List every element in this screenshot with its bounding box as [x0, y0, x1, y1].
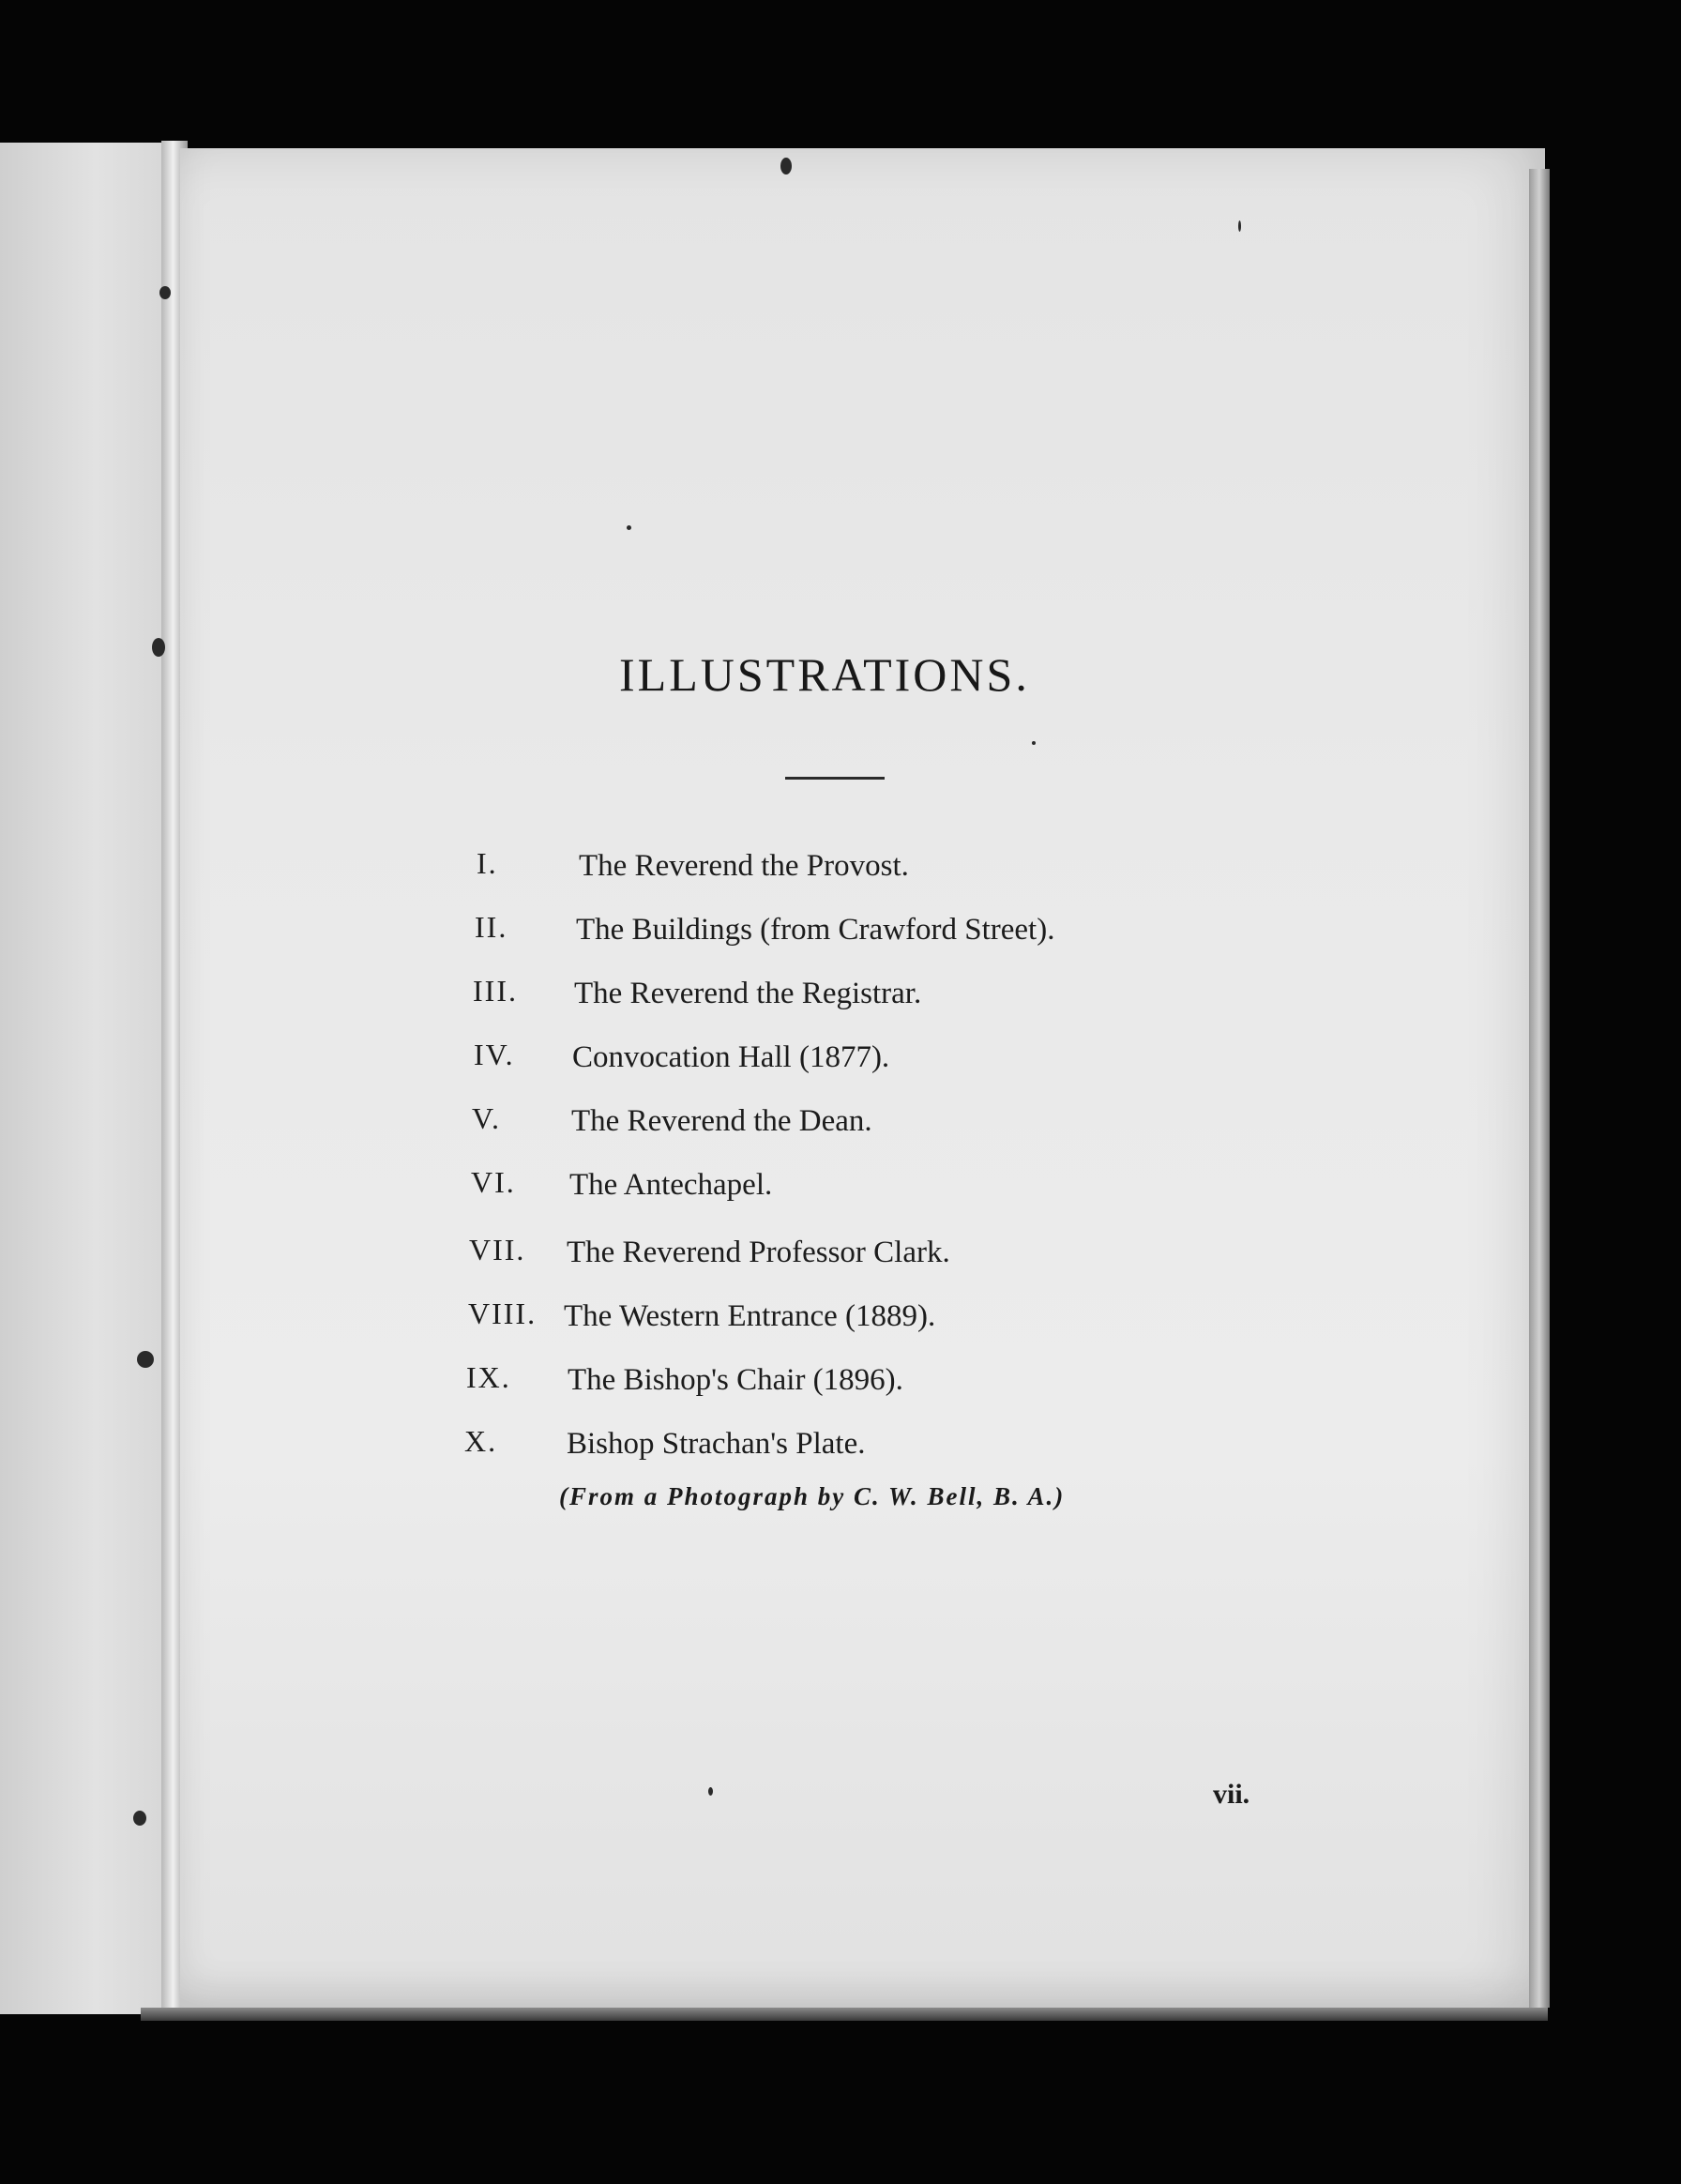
speck — [137, 1351, 154, 1368]
entry-number: II. — [475, 910, 508, 944]
photo-credit: (From a Photograph by C. W. Bell, B. A.) — [559, 1482, 1066, 1510]
speck — [627, 525, 631, 530]
bottom-edge — [141, 2008, 1548, 2021]
speck — [780, 158, 792, 174]
page-title: ILLUSTRATIONS. — [619, 648, 1030, 701]
right-page — [180, 148, 1545, 2010]
entry-number: VIII. — [468, 1297, 538, 1330]
title-rule — [785, 777, 885, 780]
speck — [133, 1811, 146, 1826]
left-page — [0, 143, 174, 2014]
entry-text: The Reverend the Provost. — [579, 849, 909, 883]
speck — [159, 286, 171, 299]
entry-text: The Reverend Professor Clark. — [567, 1236, 950, 1269]
entry-number: IX. — [466, 1360, 511, 1394]
entry-text: The Reverend the Registrar. — [574, 977, 922, 1010]
entry-text: Bishop Strachan's Plate. — [567, 1427, 866, 1461]
page-number: vii. — [1213, 1779, 1250, 1810]
entry-text: The Western Entrance (1889). — [564, 1299, 936, 1333]
entry-text: The Buildings (from Crawford Street). — [576, 913, 1055, 947]
speck — [1032, 741, 1036, 745]
speck — [152, 638, 165, 657]
speck — [1238, 220, 1241, 232]
entry-number: V. — [472, 1101, 501, 1135]
page-edge — [1529, 169, 1550, 2008]
entry-text: The Reverend the Dean. — [571, 1104, 872, 1138]
entry-number: IV. — [474, 1038, 515, 1071]
speck — [708, 1787, 713, 1796]
entry-number: III. — [473, 974, 518, 1008]
entry-number: I. — [477, 846, 498, 880]
entry-text: The Bishop's Chair (1896). — [568, 1363, 903, 1397]
entry-number: X. — [464, 1424, 498, 1458]
entry-text: The Antechapel. — [569, 1168, 773, 1202]
entry-number: VII. — [469, 1233, 526, 1266]
entry-text: Convocation Hall (1877). — [572, 1040, 890, 1074]
entry-number: VI. — [471, 1165, 516, 1199]
